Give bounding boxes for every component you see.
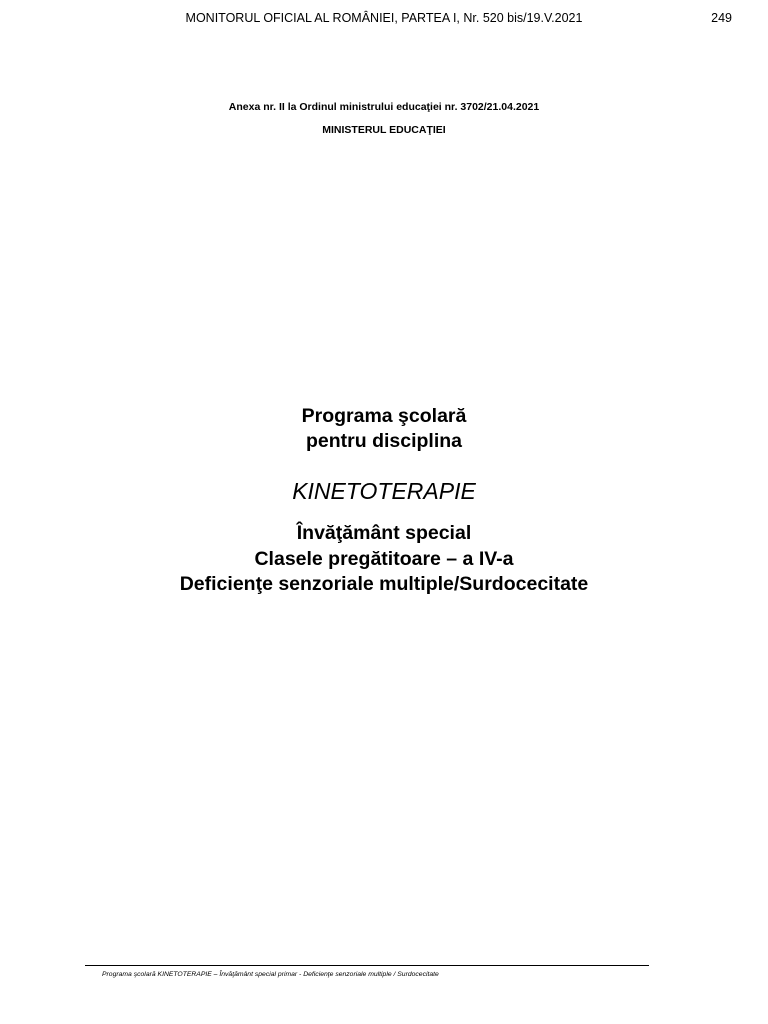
- page-number: 249: [711, 11, 732, 25]
- gazette-header-title: MONITORUL OFICIAL AL ROMÂNIEI, PARTEA I, Nr. 520 bis/19.V.2021: [185, 11, 583, 25]
- footer-text: Programa şcolară KINETOTERAPIE – Învăţământ special primar - Deficienţe senzoriale multiple / Surdocecitate: [102, 971, 439, 978]
- program-title-line: Programa şcolară: [301, 405, 467, 427]
- program-title: [0, 404, 768, 454]
- deficiency-type: Deficienţe senzoriale multiple/Surdocecitate: [179, 573, 589, 595]
- grade-levels: Clasele pregătitoare – a IV-a: [254, 547, 514, 570]
- ministry-name: MINISTERUL EDUCAŢIEI: [322, 124, 446, 136]
- footer-divider: [85, 965, 649, 966]
- program-details: [0, 521, 768, 598]
- subject-name: KINETOTERAPIE: [292, 478, 476, 504]
- program-title-line: pentru disciplina: [305, 430, 463, 452]
- education-type: Învăţământ special: [296, 522, 472, 544]
- annex-reference: Anexa nr. II la Ordinul ministrului educaţiei nr. 3702/21.04.2021: [228, 101, 540, 113]
